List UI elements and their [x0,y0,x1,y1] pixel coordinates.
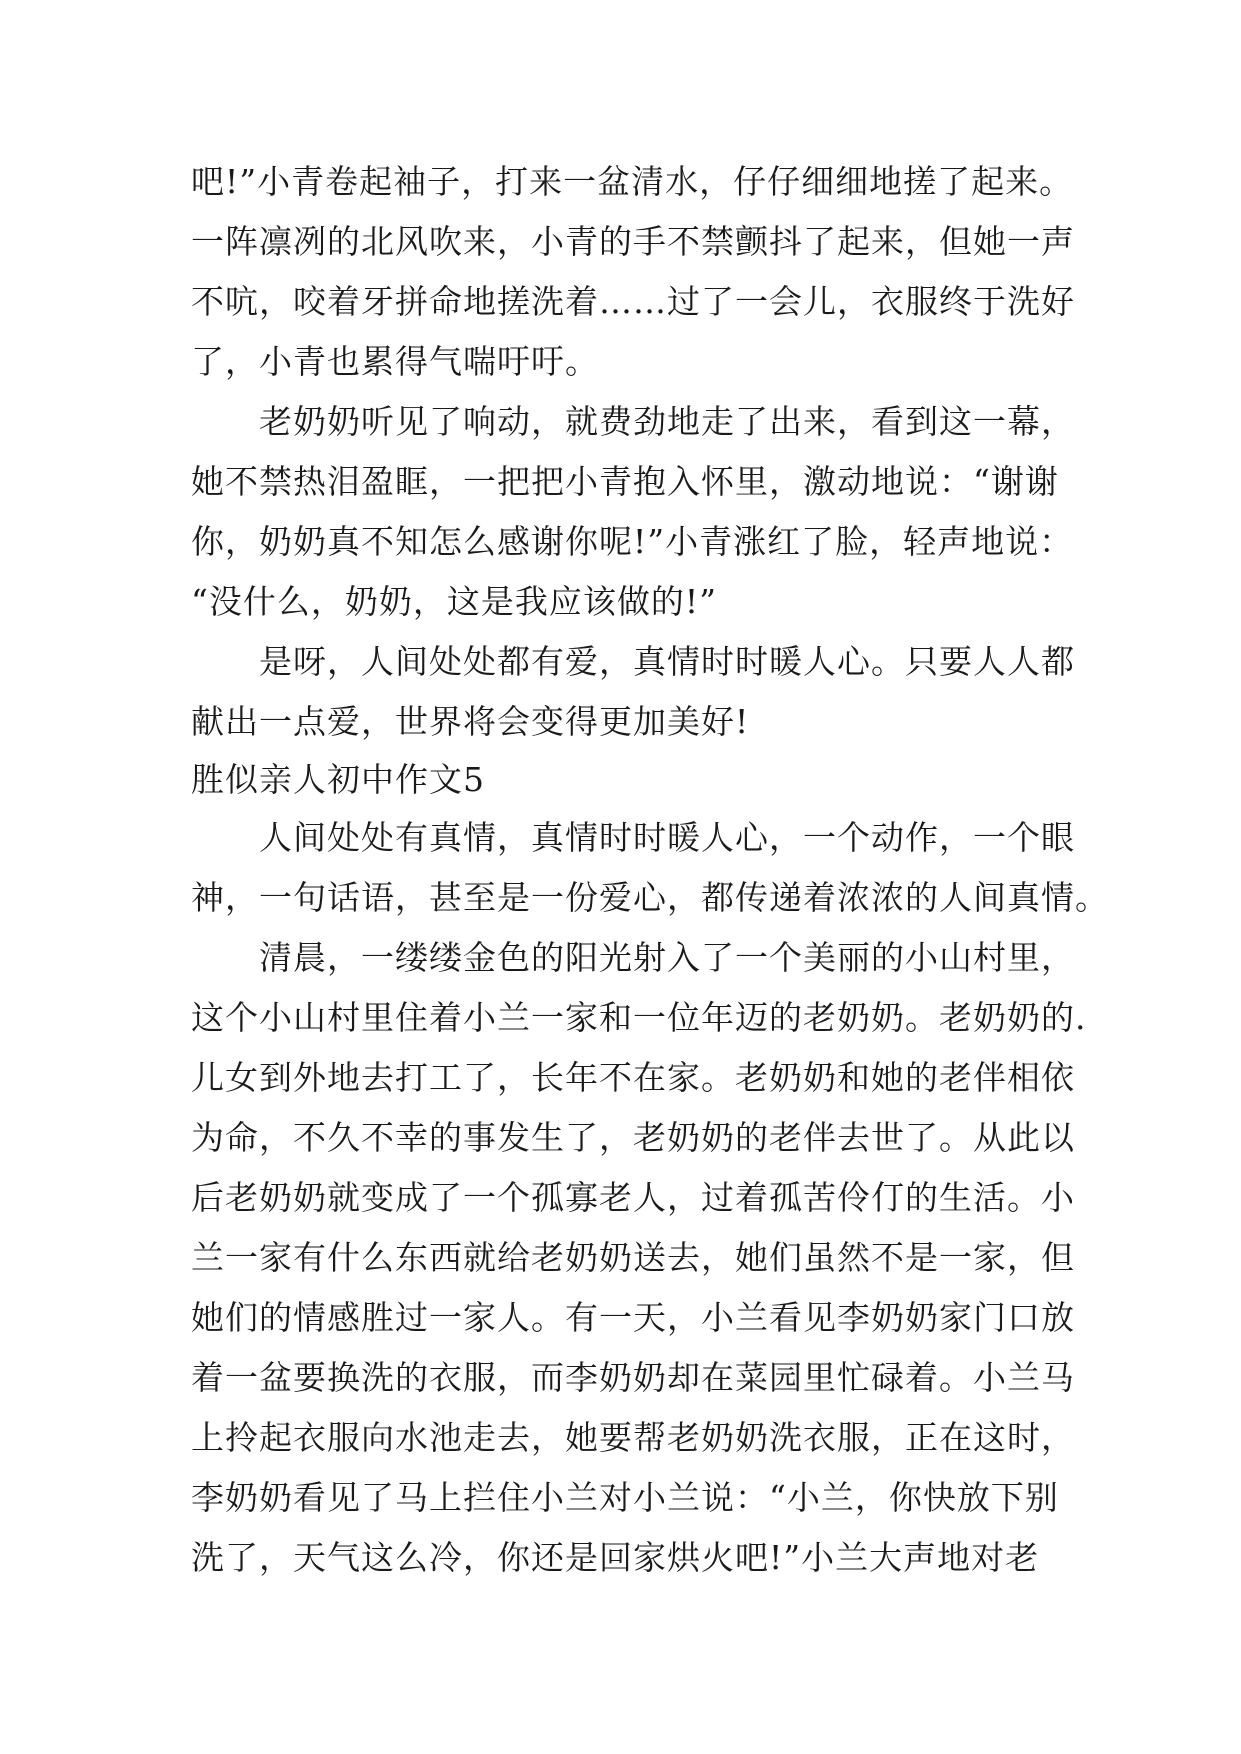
text-line: 后老奶奶就变成了一个孤寡老人，过着孤苦伶仃的生活。小 [191,1178,1075,1217]
text-line: 上拎起衣服向水池走去，她要帮老奶奶洗衣服，正在这时， [191,1418,1075,1457]
text-line: 儿女到外地去打工了，长年不在家。老奶奶和她的老伴相依 [191,1058,1075,1097]
text-line: 人间处处有真情，真情时时暖人心，一个动作，一个眼 [191,818,1075,857]
text-line: 老奶奶听见了响动，就费劲地走了出来，看到这一幕， [191,402,1075,441]
text-line: 你，奶奶真不知怎么感谢你呢!”小青涨红了脸，轻声地说： [191,522,1074,561]
text-line: 不吭，咬着牙拼命地搓洗着……过了一会儿，衣服终于洗好 [191,282,1075,321]
text-line: 献出一点爱，世界将会变得更加美好! [191,702,750,741]
text-line: 她不禁热泪盈眶，一把把小青抱入怀里，激动地说：“谢谢 [191,462,1059,501]
text-line: 一阵凛冽的北风吹来，小青的手不禁颤抖了起来，但她一声 [191,222,1075,261]
text-line: 这个小山村里住着小兰一家和一位年迈的老奶奶。老奶奶的. [191,998,1087,1037]
text-line: 着一盆要换洗的衣服，而李奶奶却在菜园里忙碌着。小兰马 [191,1358,1075,1397]
text-line: 她们的情感胜过一家人。有一天，小兰看见李奶奶家门口放 [191,1298,1075,1337]
text-line: 了，小青也累得气喘吁吁。 [191,342,599,381]
text-line: 洗了，天气这么冷，你还是回家烘火吧!”小兰大声地对老 [191,1538,1040,1577]
text-line: 神，一句话语，甚至是一份爱心，都传递着浓浓的人间真情。 [191,878,1109,917]
text-line: 李奶奶看见了马上拦住小兰对小兰说：“小兰，你快放下别 [191,1478,1059,1517]
text-line: “没什么，奶奶，这是我应该做的!” [191,582,718,621]
text-line: 是呀，人间处处都有爱，真情时时暖人心。只要人人都 [191,642,1075,681]
text-line: 为命，不久不幸的事发生了，老奶奶的老伴去世了。从此以 [191,1118,1075,1157]
essay-text [191,152,1109,1588]
text-line: 清晨，一缕缕金色的阳光射入了一个美丽的小山村里， [191,938,1075,977]
text-line: 吧!”小青卷起袖子，打来一盆清水，仔仔细细地搓了起来。 [191,162,1074,201]
essay-title: 胜似亲人初中作文5 [191,760,485,799]
text-line: 兰一家有什么东西就给老奶奶送去，她们虽然不是一家，但 [191,1238,1075,1277]
